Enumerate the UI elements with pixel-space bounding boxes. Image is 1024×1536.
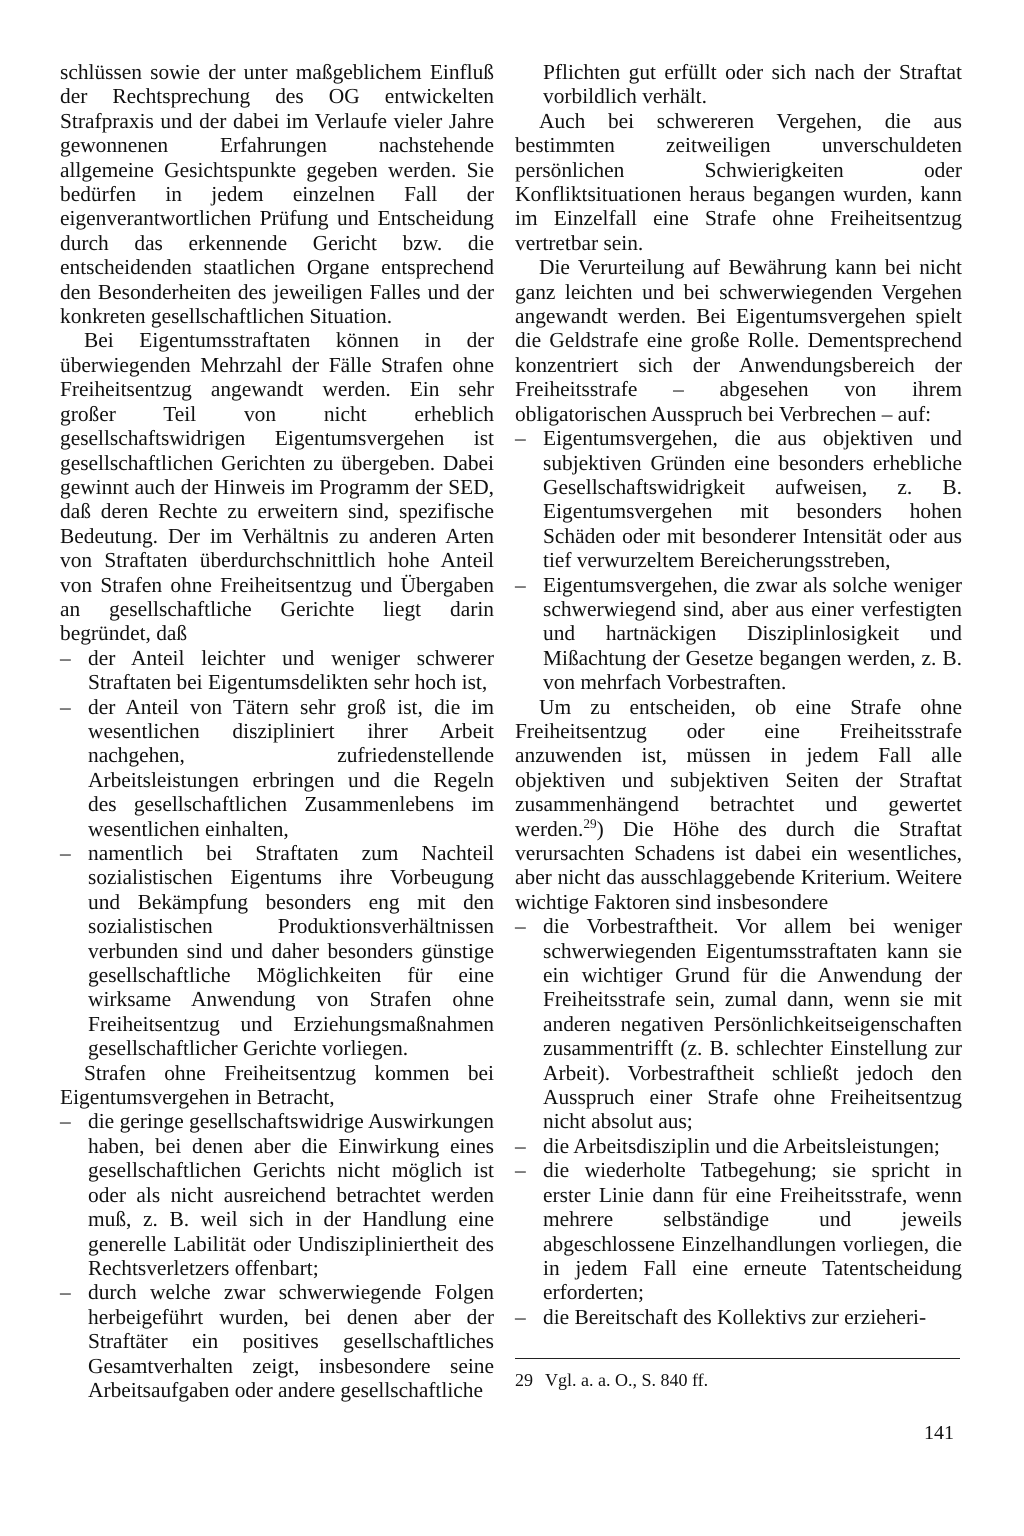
dash-bullet: – [515, 1158, 526, 1183]
list-item-text: die wiederholte Tatbegehung; sie spricht in erster Linie dann für eine Freiheitsstrafe, wenn mehrere selbständige und jeweils abgeschlossene Einzelhandlungen vorliegen, die in jedem Fall eine erneute Tatentscheidung erforderten; [543, 1158, 962, 1305]
paragraph: Die Verurteilung auf Bewährung kann bei nicht ganz leichten und bei schwerwiegenden Vergehen angewandt werden. Bei Eigentumsvergehen spielt die Geldstrafe eine große Rolle. Dementsprechend konzentriert sich der Anwendungsbereich der Freiheitsstrafe – abgesehen von ihrem obligatorischen Ausspruch bei Verbrechen – auf: [515, 255, 962, 426]
list-item [60, 1109, 494, 1280]
dash-bullet: – [515, 426, 526, 451]
paragraph-text: ) Die Höhe des durch die Straftat verursachten Schadens ist dabei ein wesentliches, aber nicht das ausschlaggebende Kriterium. Weitere wichtige Faktoren sind insbesondere [515, 816, 962, 914]
right-column [515, 60, 962, 1329]
paragraph: schlüssen sowie der unter maßgeblichem Einfluß der Rechtsprechung des OG entwickelten Strafpraxis und der dabei im Verlaufe vieler Jahre gewonnenen Erfahrungen nachstehende allgemeine Gesichtspunkte gegeben werden. Sie bedürfen in jedem einzelnen Fall der eigenverantwortlichen Prüfung und Entscheidung durch das erkennende Gericht bzw. die entscheidenden staatlichen Organe entsprechend den Besonderheiten des jeweiligen Falles und der konkreten gesellschaftlichen Situation. [60, 60, 494, 329]
paragraph: Strafen ohne Freiheitsentzug kommen bei Eigentumsvergehen in Betracht, [60, 1060, 494, 1110]
paragraph: Pflichten gut erfüllt oder sich nach der Straftat vorbildlich verhält. [543, 60, 962, 109]
list-item [515, 1305, 962, 1329]
dash-bullet: – [515, 1133, 526, 1158]
list-item [515, 1134, 962, 1158]
list-item-text: die geringe gesellschaftswidrige Auswirkungen haben, bei denen aber die Einwirkung eines gesellschaftlichen Gerichts nicht möglich ist oder als nicht ausreichend betrachtet werden muß, z. B. weil sich in der Handlung eine generelle Labilität oder Undiszipliniertheit des Rechtsverletzers offenbart; [88, 1109, 494, 1280]
dash-bullet: – [60, 1109, 71, 1134]
paragraph: Bei Eigentumsstraftaten können in der überwiegenden Mehrzahl der Fälle Strafen ohne Freiheitsentzug angewandt werden. Ein sehr großer Teil von nicht erheblich gesellschaftswidrigen Eigentumsvergehen ist gesellschaftlichen Gerichten zu übergeben. Dabei gewinnt auch der Hinweis im Programm der SED, daß deren Rechte zu erweitern sind, spezifische Bedeutung. Der im Verhältnis zu anderen Arten von Straftaten überdurchschnittlich hohe Anteil von Strafen ohne Freiheitsentzug und Übergaben an gesellschaftliche Gerichte liegt darin begründet, daß [60, 328, 494, 646]
footnote-reference: 29 [583, 815, 597, 831]
list-item [60, 841, 494, 1061]
left-column [60, 60, 494, 1402]
list-item [60, 1280, 494, 1402]
page-number: 141 [924, 1422, 954, 1444]
footnote-number: 29 [515, 1370, 533, 1390]
list-item [515, 914, 962, 1134]
list-item-text: Eigentumsvergehen, die aus objektiven und subjektiven Gründen eine besonders erhebliche Gesellschaftswidrigkeit aufweisen, z. B. Eigentumsvergehen mit besonders hohen Schäden oder mit besonderer Intensität oder aus tief verwurzeltem Bereicherungsstreben, [543, 426, 962, 573]
paragraph: Auch bei schwereren Vergehen, die aus bestimmten zeitweiligen unverschuldeten persönlichen Schwierigkeiten oder Konfliktsituationen heraus begangen wurden, kann im Einzelfall eine Strafe ohne Freiheitsentzug vertretbar sein. [515, 108, 962, 255]
list-item [60, 695, 494, 841]
dash-bullet: – [60, 645, 71, 670]
dash-bullet: – [515, 914, 526, 939]
list-item [515, 426, 962, 572]
dash-bullet: – [515, 1304, 526, 1329]
list-item [515, 1158, 962, 1304]
footnote [515, 1369, 708, 1391]
list-item [515, 573, 962, 695]
dash-bullet: – [60, 694, 71, 719]
list-item-text: die Vorbestraftheit. Vor allem bei weniger schwerwiegenden Eigentumsstraftaten kann sie ein wichtiger Grund für die Anwendung der Freiheitsstrafe sein, zumal dann, wenn sie mit anderen negativen Persönlichkeitseigenschaften zusammentrifft (z. B. schlechter Einstellung zur Arbeit). Vorbestraftheit schließt jedoch den Ausspruch einer Strafe ohne Freiheitsentzug nicht absolut aus; [543, 914, 962, 1134]
list-item [60, 646, 494, 695]
footnote-divider [515, 1358, 960, 1359]
list-item-text: Eigentumsvergehen, die zwar als solche weniger schwerwiegend sind, aber aus einer verfestigten und hartnäckigen Disziplinlosigkeit und Mißachtung der Gesetze begangen werden, z. B. von mehrfach Vorbestraften. [543, 572, 962, 695]
list-item-text: der Anteil von Tätern sehr groß ist, die im wesentlichen diszipliniert ihrer Arbeit nachgehen, zufriedenstellende Arbeitsleistungen erbringen und die Regeln des gesellschaftlichen Zusammenlebens im wesentlichen einhalten, [88, 694, 494, 841]
dash-bullet: – [60, 841, 71, 865]
paragraph [515, 695, 962, 915]
paragraph-text: Um zu entscheiden, ob eine Strafe ohne Freiheitsentzug oder eine Freiheitsstrafe anzuwenden ist, müssen in jedem Fall alle objektiven und subjektiven Seiten der Straftat zusammenhängend betrachtet und gewertet werden. [515, 694, 962, 841]
list-item-text: der Anteil leichter und weniger schwerer Straftaten bei Eigentumsdelikten sehr hoch ist, [88, 645, 494, 695]
list-item-text: durch welche zwar schwerwiegende Folgen herbeigeführt wurden, bei denen aber der Straftäter ein positives gesellschaftliches Gesamtverhalten zeigt, insbesondere seine Arbeitsaufgaben oder andere gesellschaftliche [88, 1280, 494, 1402]
dash-bullet: – [515, 572, 526, 597]
list-item-text: die Arbeitsdisziplin und die Arbeitsleistungen; [543, 1133, 940, 1158]
footnote-text: Vgl. a. a. O., S. 840 ff. [545, 1370, 709, 1390]
list-item-text: namentlich bei Straftaten zum Nachteil sozialistischen Eigentums ihre Vorbeugung und Bekämpfung besonders eng mit den sozialistischen Produktionsverhältnissen verbunden sind und daher besonders günstige gesellschaftliche Möglichkeiten für eine wirksame Anwendung von Strafen ohne Freiheitsentzug und Erziehungsmaßnahmen gesellschaftlicher Gerichte vorliegen. [88, 841, 494, 1061]
list-item-text: die Bereitschaft des Kollektivs zur erzieheri- [543, 1304, 927, 1329]
dash-bullet: – [60, 1280, 71, 1305]
